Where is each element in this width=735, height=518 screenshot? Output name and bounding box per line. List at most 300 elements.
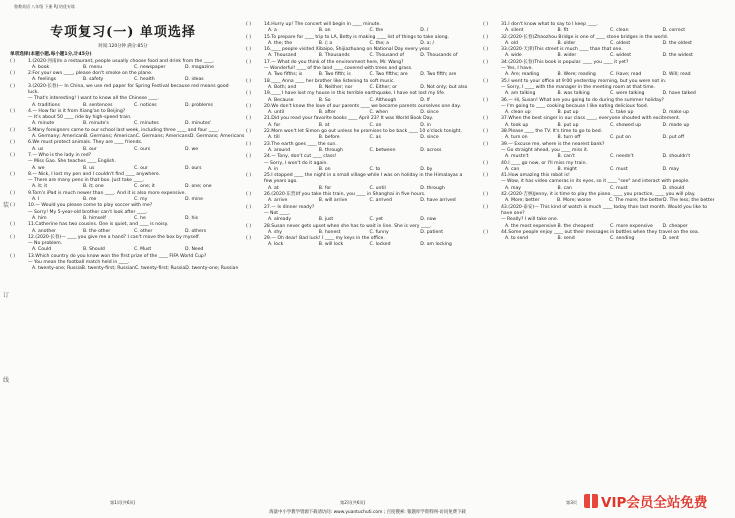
question-text: 19.____ I have lost my house in this terrible earthquake, I have not lost my life. (264, 91, 446, 97)
option[interactable]: D. ideas (185, 77, 204, 83)
question-text: 12.(2020·长春)— ____ you give me a hand? I can't move the box by myself. — No problem. (28, 234, 200, 247)
question-text: 23.The earth goes ____ the sun. (264, 141, 337, 147)
option[interactable]: D. Need (185, 247, 204, 253)
answer-bracket[interactable]: ( ) (483, 34, 489, 40)
page-title: 专项复习(一) 单项选择 (50, 25, 196, 40)
option[interactable]: C. one; it (134, 184, 155, 190)
question-text: 1.(2020·河南)In a restaurant, people usually choose food and drink from the ____. (28, 58, 215, 64)
question (246, 60, 471, 79)
question (246, 142, 471, 155)
question (10, 59, 236, 72)
gift-icon (584, 494, 598, 508)
option[interactable]: B. honest (318, 229, 341, 235)
answer-bracket[interactable]: ( ) (10, 171, 16, 177)
answer-bracket[interactable]: ( ) (246, 78, 252, 84)
answer-bracket[interactable]: ( ) (246, 22, 252, 27)
option[interactable]: D. others (185, 228, 207, 234)
option[interactable]: B. turn off (557, 135, 581, 141)
option[interactable]: B. before (318, 135, 340, 141)
option[interactable]: B. Should (83, 247, 105, 253)
option[interactable]: A. took up (505, 122, 529, 128)
question-text: 2.For your own ____, please don't smoke on the plane. (28, 71, 153, 77)
question-list-3 (483, 22, 715, 242)
question-text: 36.— Hi, Susan! What are you going to do during the summer holiday? — I'm going to ____ cooking because I like eating delicious food. (501, 97, 664, 109)
answer-bracket[interactable]: ( ) (10, 71, 16, 77)
option[interactable]: A. Because (268, 97, 294, 103)
question-text: 15.To prepare for ____ trip to LA, Betty is making ____ list of things to take along. (264, 34, 449, 40)
answer-bracket[interactable]: ( ) (246, 47, 252, 53)
option[interactable]: C. until (369, 185, 386, 191)
question-text: 10.— Would you please come to play soccer with me? — Sorry! My 5-year-old brother can't look after ____. (28, 203, 153, 215)
question (10, 222, 236, 235)
question (483, 98, 715, 117)
option[interactable]: B. sentences (83, 102, 113, 108)
question (246, 47, 471, 60)
option[interactable]: D. may (662, 166, 679, 172)
option[interactable]: D. we (185, 146, 199, 152)
option[interactable]: D. sent (662, 236, 679, 242)
question (483, 205, 715, 230)
answer-bracket[interactable]: ( ) (10, 234, 16, 240)
question (246, 129, 471, 142)
margin-char: 装 (3, 202, 10, 209)
option[interactable]: C. other (134, 228, 153, 234)
question-text: 24.— Tony, don't cut ____ class! — Sorry, I won't do it again. (264, 154, 337, 166)
option[interactable]: A. minute (32, 121, 55, 127)
answer-bracket[interactable]: ( ) (10, 127, 16, 133)
option[interactable]: A. mustn't (505, 154, 529, 160)
option[interactable]: A. around (268, 147, 291, 153)
option[interactable]: A. it; it (32, 184, 48, 190)
option[interactable]: C. our (134, 165, 148, 171)
question-text: 5.Many foreigners came to our school last week, including three ____ and four ____. (28, 127, 220, 133)
option[interactable]: C. twenty-first; Russia (134, 266, 186, 272)
option[interactable]: B. put up (557, 122, 579, 128)
option[interactable]: D. the widest (662, 53, 693, 59)
answer-bracket[interactable]: ( ) (483, 173, 489, 179)
question (246, 116, 471, 129)
answer-bracket[interactable]: ( ) (246, 116, 252, 122)
option[interactable]: B. safety (83, 77, 104, 83)
option[interactable]: A. for (268, 122, 281, 128)
option[interactable]: D. If (420, 97, 430, 103)
option[interactable]: B. Germans; American (83, 134, 136, 140)
page-footer-2: 第2页(共6页) (340, 500, 366, 505)
option[interactable]: D. have arrived (420, 198, 456, 204)
vip-banner[interactable] (584, 487, 732, 515)
option[interactable]: B. Two fifth; is (318, 72, 351, 78)
option[interactable]: C. Two fifths; are (369, 72, 408, 78)
answer-bracket[interactable]: ( ) (10, 58, 16, 64)
option[interactable]: C. oldest (610, 40, 631, 46)
option[interactable]: A. a (268, 28, 277, 34)
option[interactable]: D. patient (420, 229, 444, 235)
question-options (18, 266, 239, 272)
option[interactable]: D. now (420, 217, 437, 223)
option[interactable]: A. turn on (505, 135, 528, 141)
option[interactable]: D. since (420, 135, 439, 141)
option[interactable]: D. in (420, 122, 431, 128)
option[interactable]: A. am talking (505, 91, 536, 97)
option[interactable]: C. arrived (369, 198, 392, 204)
answer-bracket[interactable]: ( ) (10, 253, 16, 259)
option[interactable]: A. already (268, 217, 292, 223)
option[interactable]: B. for (318, 185, 332, 191)
option[interactable]: B. Neither; nor (318, 84, 353, 90)
option[interactable]: D. minutes' (185, 121, 212, 127)
answer-bracket[interactable]: ( ) (246, 173, 252, 179)
question-text: 32.(2020·长春)Zhaozhou Bridge is one of ____ stone bridges in the world. (501, 34, 669, 40)
question-text: 4.— How far is it from Xiang'an to Beijing? — It's about 50 ____ ride by high-speed train. (28, 108, 132, 121)
answer-bracket[interactable]: ( ) (10, 140, 16, 146)
question (483, 192, 715, 205)
question (246, 224, 471, 237)
answer-bracket[interactable]: ( ) (483, 78, 489, 84)
option[interactable]: D. since (420, 110, 439, 116)
option[interactable]: A. at (268, 185, 279, 191)
option[interactable]: C. to (369, 166, 381, 172)
option[interactable]: B. can't (557, 154, 575, 160)
question (483, 47, 715, 60)
question-text: 3.(2020·长春)— In China, we use red paper for Spring Festival because red means good luck. — That's interesting! I want to know all the Chinese ____. (28, 83, 229, 102)
option[interactable]: D. Thousands of (420, 53, 458, 59)
question (246, 22, 471, 35)
option[interactable]: C. sending (610, 236, 635, 242)
option[interactable]: A. lock (268, 242, 284, 248)
question (10, 253, 239, 273)
option[interactable]: A. shy (268, 229, 283, 235)
option[interactable]: A. Two fifths; is (268, 72, 303, 78)
option[interactable]: B. an (318, 28, 331, 34)
question-text: 6.We must protect animals. They are ____ friends. (28, 140, 143, 146)
margin-char: 订 (3, 292, 10, 299)
option[interactable]: B. Thousands (318, 53, 350, 59)
answer-bracket[interactable]: ( ) (483, 116, 489, 122)
answer-bracket[interactable]: ( ) (10, 83, 16, 89)
answer-bracket[interactable]: ( ) (10, 203, 16, 209)
option[interactable]: D. Not only; but also (420, 84, 468, 90)
option[interactable]: C. the (369, 28, 384, 34)
vip-label[interactable]: VIP会员全站免费 (601, 495, 708, 511)
option[interactable]: C. minutes (134, 121, 159, 127)
option[interactable]: C. between (369, 147, 396, 153)
option[interactable]: D. the oldest (662, 40, 692, 46)
question (246, 104, 471, 117)
option[interactable]: C. Either; or (369, 84, 397, 90)
option[interactable]: C. yet (369, 217, 383, 223)
question (10, 153, 236, 172)
question (483, 173, 715, 192)
option[interactable]: D. through (420, 185, 445, 191)
question-text: 39.— Excuse me, where is the nearest bank? — Go straight ahead, you ____ miss it. (501, 141, 605, 153)
option[interactable]: C. must (610, 185, 628, 191)
page-subtitle: 时间:120分钟 满分:85分 (98, 44, 148, 49)
question (10, 127, 245, 141)
option[interactable]: D. ours (185, 165, 202, 171)
answer-bracket[interactable]: ( ) (483, 129, 489, 135)
option[interactable]: A. till (268, 135, 280, 141)
answer-bracket[interactable]: ( ) (483, 97, 489, 103)
option[interactable]: A. until (268, 110, 285, 116)
option[interactable]: B. at (318, 122, 330, 128)
option[interactable]: D. twenty-one; Russian (185, 266, 239, 272)
answer-bracket[interactable]: ( ) (246, 154, 252, 160)
option[interactable]: D. Will; read (662, 72, 691, 78)
option[interactable]: B. us (83, 165, 95, 171)
option[interactable]: D. across (420, 147, 442, 153)
question (10, 84, 236, 109)
option[interactable]: C. were talking (610, 91, 645, 97)
option[interactable]: D. magazine (185, 64, 214, 70)
question (483, 116, 715, 129)
option[interactable]: C. health (134, 77, 155, 83)
option[interactable]: C. The more; the better (608, 198, 664, 204)
question (483, 230, 715, 243)
question-text: 29.— Oh dear! Bad luck! I ____ my keys in the office. (264, 236, 385, 242)
option[interactable]: D. have talked (662, 91, 696, 97)
option[interactable]: B. will arrive (318, 198, 348, 204)
option[interactable]: A. clean up (505, 110, 531, 116)
option[interactable]: C. locked (369, 242, 391, 248)
option[interactable]: D. cheaper (662, 223, 688, 229)
question (10, 191, 236, 204)
column-3 (483, 22, 715, 500)
option[interactable]: D. made up (662, 122, 690, 128)
question-text: 26.(2020·东营)If you take this train, you ____ in Shanghai in five hours. (264, 192, 426, 198)
option[interactable]: A. to send (505, 236, 529, 242)
option[interactable]: D. problems (185, 102, 213, 108)
option[interactable]: A. arrive (268, 198, 288, 204)
answer-bracket[interactable]: ( ) (483, 141, 489, 147)
option[interactable]: D. one; one (185, 184, 212, 190)
question (246, 79, 471, 92)
option[interactable]: D. shouldn't (662, 154, 691, 160)
option[interactable]: A. silent (505, 28, 524, 34)
question (10, 203, 236, 222)
option[interactable]: A. the; the (268, 40, 293, 46)
answer-bracket[interactable]: ( ) (246, 141, 252, 147)
option[interactable]: C. on (369, 122, 382, 128)
question (246, 35, 471, 48)
option[interactable]: A. another (32, 228, 56, 234)
option[interactable]: C. funny (369, 229, 389, 235)
answer-bracket[interactable]: ( ) (483, 47, 489, 53)
question-text: 17.— What do you think of the environment here, Mr. Wang? — Wonderful! ____ of the land ____ covered with trees and grass. (264, 59, 413, 72)
question (483, 60, 715, 79)
question (10, 71, 236, 84)
option[interactable]: B. fit (557, 28, 569, 34)
option[interactable]: A. I (32, 197, 40, 203)
option[interactable]: B. wider (557, 53, 577, 59)
option[interactable]: A. More; better (505, 198, 540, 204)
option[interactable]: D. correct (662, 28, 686, 34)
option[interactable]: A. Could (32, 247, 52, 253)
answer-bracket[interactable]: ( ) (10, 190, 16, 196)
option[interactable]: A. we (32, 165, 45, 171)
option[interactable]: C. widest (610, 53, 632, 59)
option[interactable]: C. must (610, 166, 628, 172)
option[interactable]: C. when (369, 110, 389, 116)
option[interactable]: A. old (505, 40, 518, 46)
header-left: 鲁教英语 八年级 下册 RJ 培优专练 (14, 4, 76, 9)
option[interactable]: B. on (318, 166, 331, 172)
option[interactable]: C. as (369, 135, 381, 141)
option[interactable]: D. his (185, 215, 199, 221)
question-text: 16.____ people visited Xibaipo, Shijiazhuang on National Day every year. (264, 47, 431, 53)
answer-bracket[interactable]: ( ) (246, 204, 252, 210)
question (246, 154, 471, 173)
question (483, 35, 715, 48)
question-text: 44.Some people enjoy ____ out their messages in bottles when they travel on the sea. (501, 229, 700, 235)
question (10, 109, 236, 128)
option[interactable]: A. book (32, 64, 50, 70)
option[interactable]: A. Both; and (268, 84, 297, 90)
option[interactable]: A. can (505, 166, 520, 172)
option[interactable]: C. Thousand of (369, 53, 404, 59)
question-text: 27.— Is dinner ready? — Not ____. (264, 204, 315, 216)
option[interactable]: B. More; worse (556, 198, 592, 204)
option[interactable]: B. Were; reading (557, 72, 596, 78)
answer-bracket[interactable]: ( ) (483, 192, 489, 198)
answer-bracket[interactable]: ( ) (246, 192, 252, 198)
option[interactable]: D. make up (662, 110, 689, 116)
option[interactable]: D. / (420, 28, 429, 34)
option[interactable]: D. Two fifth; are (420, 72, 457, 78)
answer-bracket[interactable]: ( ) (483, 59, 489, 65)
question (483, 129, 715, 142)
option[interactable]: B. after (318, 110, 336, 116)
answer-bracket[interactable]: ( ) (483, 22, 489, 27)
option[interactable]: B. just (318, 217, 334, 223)
option[interactable]: C. Although (369, 97, 397, 103)
option[interactable]: B. can (557, 185, 572, 191)
option[interactable]: C. newspaper (134, 64, 166, 70)
option[interactable]: C. ours (134, 146, 151, 152)
answer-bracket[interactable]: ( ) (483, 160, 489, 166)
option[interactable]: C. Have; read (610, 72, 642, 78)
option[interactable]: B. the other (83, 228, 111, 234)
question-text: 28.Susan never gets upset when she has to wait in line. She is very ____. (264, 223, 432, 229)
answer-bracket[interactable]: ( ) (246, 34, 252, 40)
option[interactable]: C. the; a (369, 40, 389, 46)
answer-bracket[interactable]: ( ) (246, 223, 252, 229)
question-text: 20.We don't know the love of our parents ____ we become parents ourselves one day. (264, 103, 461, 109)
option[interactable]: C. notices (134, 102, 157, 108)
option[interactable]: B. older (557, 40, 576, 46)
option[interactable]: A. feelings (32, 77, 57, 83)
option[interactable]: B. twenty-first; Russian (81, 266, 135, 272)
answer-bracket[interactable]: ( ) (483, 229, 489, 235)
option[interactable]: D. should (662, 185, 685, 191)
option[interactable]: C. more expensive (610, 223, 653, 229)
option[interactable]: B. through (318, 147, 343, 153)
section-heading: 单项选择(本题小题,每小题1分,计45分) (10, 52, 92, 57)
page-footer-1: 第1页(共6页) (110, 500, 136, 505)
answer-bracket[interactable]: ( ) (246, 91, 252, 97)
answer-bracket[interactable]: ( ) (10, 152, 16, 158)
option[interactable]: A. traditions (32, 102, 60, 108)
option[interactable]: C. Must (134, 247, 152, 253)
option[interactable]: A. wide (505, 53, 522, 59)
option[interactable]: A. Thousand (268, 53, 297, 59)
option[interactable]: B. menu (83, 64, 103, 70)
question-text: 8.— Nick, I lost my pen and I couldn't find ____ anywhere. — There are many pens in that box. Just take ____. (28, 171, 161, 184)
option[interactable]: B. our (83, 146, 97, 152)
option[interactable]: C. Germans; Americans (135, 134, 190, 140)
option[interactable]: C. showed up (610, 122, 642, 128)
question (246, 205, 471, 224)
option[interactable]: C. he (134, 215, 146, 221)
option[interactable]: A. the most expensive (505, 223, 557, 229)
answer-bracket[interactable]: ( ) (246, 236, 252, 242)
page-footer-3: 第3页 (566, 500, 578, 505)
option[interactable]: C. needn't (610, 154, 634, 160)
answer-bracket[interactable]: ( ) (483, 204, 489, 210)
option[interactable]: B. was talking (557, 91, 590, 97)
option[interactable]: B. the cheapest (557, 223, 594, 229)
option[interactable]: B. himself (83, 215, 106, 221)
option[interactable]: B. send (557, 236, 575, 242)
option[interactable]: B. might (557, 166, 577, 172)
question (246, 236, 471, 249)
margin-char: 线 (3, 377, 10, 384)
answer-bracket[interactable]: ( ) (246, 59, 252, 65)
option[interactable]: D. am locking (420, 242, 452, 248)
option[interactable]: A. Are; reading (505, 72, 540, 78)
option[interactable]: C. clean (610, 28, 629, 34)
option[interactable]: A. in (268, 166, 279, 172)
option[interactable]: D. a; / (420, 40, 435, 46)
question-text: 34.(2020·长春)This book is popular. ____ you ____ it yet? — Yes, I have. (501, 59, 629, 72)
question-text: 31.I don't know what to say to I keep ____. (501, 22, 599, 27)
question (483, 79, 715, 98)
question-text: 43.(2020·泰安)— This kind of watch is much ____ today than last month. Would you like to have one? — Really? I will take one. (501, 204, 708, 223)
option[interactable]: D. put off (662, 135, 685, 141)
question-text: 9.Tom's iPad is much newer than ____. And it is also more expensive. (28, 190, 186, 196)
option[interactable]: B. me (83, 197, 97, 203)
question-text: 42.(2020·吉林)Jenny, it is time to play the piano. ____ you practice, ____ you will play. (501, 192, 696, 198)
answer-bracket[interactable]: ( ) (10, 222, 16, 228)
option[interactable]: D. The less; the better (663, 198, 715, 204)
option[interactable]: C. put on (610, 135, 631, 141)
option[interactable]: A. may (505, 185, 521, 191)
question (10, 140, 236, 153)
option[interactable]: C. my (134, 197, 148, 203)
option[interactable]: D. Germans; Americans (189, 134, 245, 140)
option[interactable]: A. us (32, 146, 44, 152)
answer-bracket[interactable]: ( ) (246, 103, 252, 109)
option[interactable]: B. /; a (318, 40, 333, 46)
option[interactable]: B. So (318, 97, 331, 103)
option[interactable]: A. twenty-one; Russia (32, 266, 82, 272)
question (10, 235, 236, 254)
question-text: 14.Hurry up! The concert will begin in ____ minute. (264, 22, 381, 27)
option[interactable]: A. him (32, 215, 47, 221)
question (246, 192, 471, 205)
option[interactable]: B. will lock (318, 242, 344, 248)
option[interactable]: B. put up (557, 110, 579, 116)
answer-bracket[interactable]: ( ) (10, 108, 16, 114)
option[interactable]: B. it; one (83, 184, 104, 190)
answer-bracket[interactable]: ( ) (246, 129, 252, 135)
question (483, 161, 715, 174)
option[interactable]: A. Germany; American (32, 134, 84, 140)
option[interactable]: C. take up (610, 110, 634, 116)
question-text: 18.____ Anna ____ her brother like listening to soft music. (264, 78, 395, 84)
option[interactable]: D. mine (185, 197, 203, 203)
option[interactable]: D. by (420, 166, 433, 172)
option[interactable]: B. minute's (83, 121, 109, 127)
